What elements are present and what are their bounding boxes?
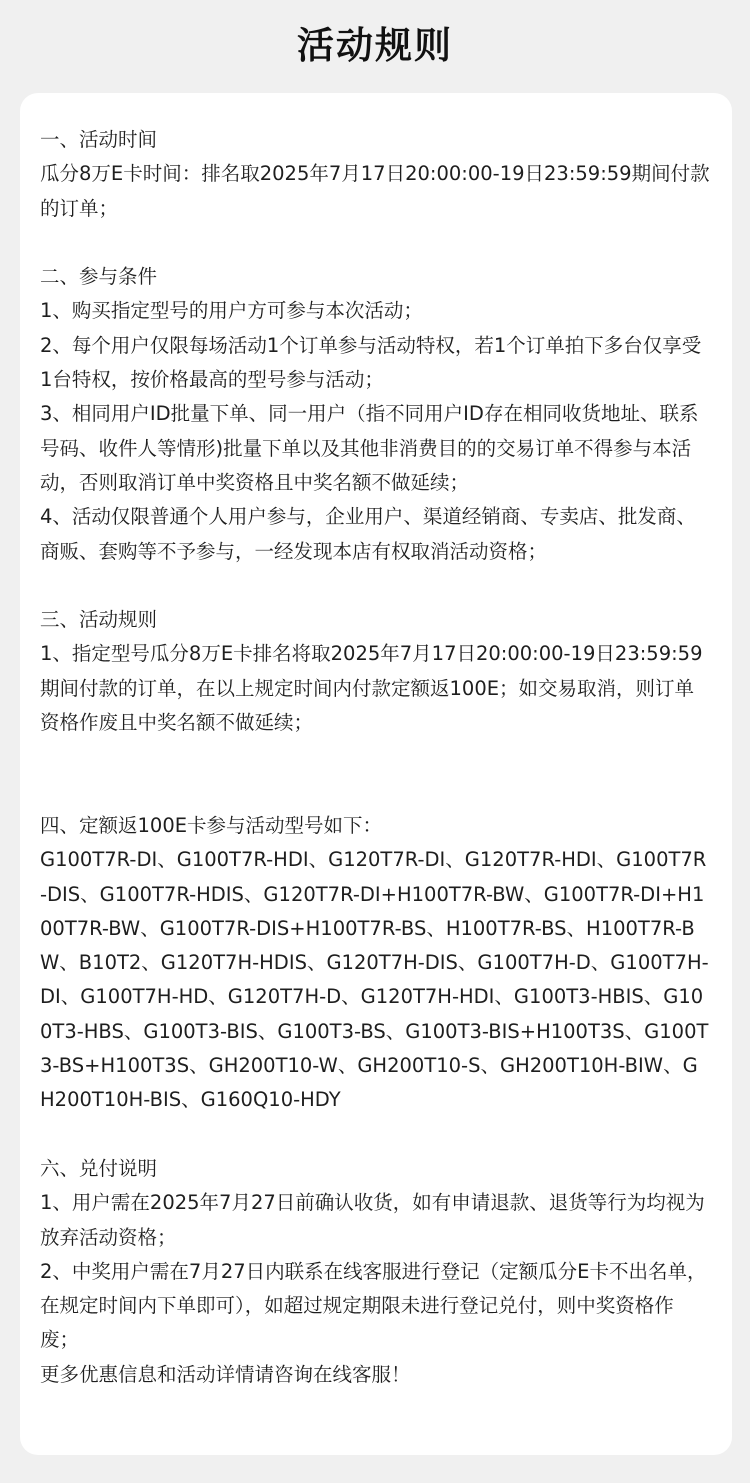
- section-heading: 三、活动规则: [40, 608, 158, 632]
- model-list: G100T7R-DI、G100T7R-HDI、G120T7R-DI、G120T7R-HDI、G100T7R-DIS、G100T7R-HDIS、G120T7R-DI+H100T7R-BW、G100T7R-DI+H100T7R-BW、G100T7R-DIS+H100T7R-BS、H100T7R-BS、H100T7R-BW、B10T2、G120T7H-HDIS、G120T7H-DIS、G100T7H-D、G100T7H-DI、G100T7H-HD、G120T7H-D、G120T7H-HDI、G100T3-HBIS、G100T3-HBS、G100T3-BIS、G100T3-BS、G100T3-BIS+H100T3S、G100T3-BS+H100T3S、GH200T10-W、GH200T10-S、GH200T10H-BIW、GH200T10H-BIS、G160Q10-HDY: [40, 848, 709, 1112]
- page-title: 活动规则: [297, 24, 453, 67]
- section-activity-time: [40, 123, 712, 226]
- closing-note: 更多优惠信息和活动详情请咨询在线客服！: [40, 1362, 411, 1386]
- rule-paragraph: 1、购买指定型号的用户方可参与本次活动；: [40, 299, 423, 323]
- section-heading: 六、兑付说明: [40, 1156, 158, 1180]
- section-spacer: [40, 740, 712, 809]
- section-heading: 一、活动时间: [40, 128, 158, 151]
- rule-paragraph: 瓜分8万E卡时间：排名取2025年7月17日20:00:00-19日23:59:59期间付款的订单；: [40, 162, 710, 220]
- section-models: [40, 809, 712, 1118]
- section-spacer: [40, 226, 712, 260]
- section-heading: 四、定额返100E卡参与活动型号如下：: [40, 813, 383, 837]
- section-rules: [40, 603, 712, 740]
- rule-paragraph: 2、中奖用户需在7月27日内联系在线客服进行登记（定额瓜分E卡不出名单，在规定时间内下单即可），如超过规定期限未进行登记兑付，则中奖资格作废；: [40, 1259, 707, 1352]
- rules-card: [20, 93, 732, 1455]
- rule-paragraph: 4、活动仅限普通个人用户参与，企业用户、渠道经销商、专卖店、批发商、商贩、套购等不予参与，一经发现本店有权取消活动资格；: [40, 505, 696, 563]
- section-spacer: [40, 569, 712, 603]
- rule-paragraph: 1、用户需在2025年7月27日前确认收货，如有申请退款、退货等行为均视为放弃活动资格；: [40, 1191, 705, 1249]
- rule-paragraph: 2、每个用户仅限每场活动1个订单参与活动特权，若1个订单拍下多台仅享受1台特权，按价格最高的型号参与活动；: [40, 333, 702, 392]
- rule-paragraph: 3、相同用户ID批量下单、同一用户（指不同用户ID存在相同收货地址、联系号码、收件人等情形)批量下单以及其他非消费目的的交易订单不得参与本活动，否则取消订单中奖资格且中奖名额不做延续；: [40, 402, 699, 494]
- section-spacer: [40, 1118, 712, 1152]
- section-conditions: [40, 260, 712, 569]
- section-heading: 二、参与条件: [40, 265, 158, 289]
- rule-paragraph: 1、指定型号瓜分8万E卡排名将取2025年7月17日20:00:00-19日23:59:59期间付款的订单，在以上规定时间内付款定额返100E；如交易取消，则订单资格作废且中奖名额不做延续；: [40, 642, 703, 735]
- section-redemption: [40, 1152, 712, 1392]
